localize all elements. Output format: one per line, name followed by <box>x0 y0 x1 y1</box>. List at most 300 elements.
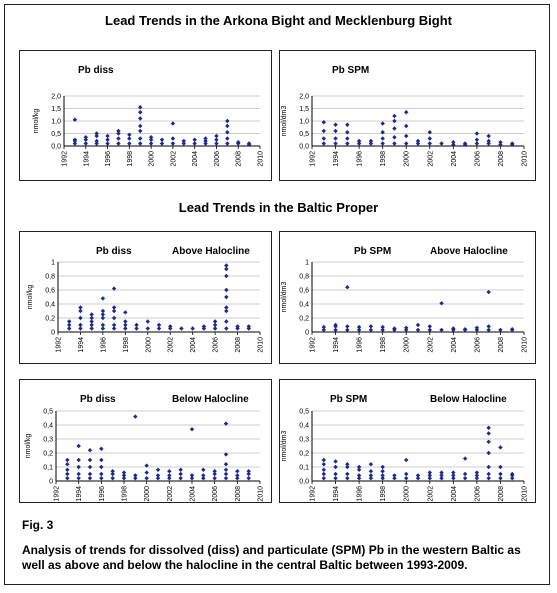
chart-western-pb-spm <box>279 50 536 181</box>
data-point <box>322 141 326 145</box>
x-tick-label: 1992 <box>309 337 317 353</box>
data-point <box>160 141 164 145</box>
y-tick-label: 0,8 <box>299 273 309 281</box>
data-point <box>225 141 229 145</box>
data-point <box>486 290 490 294</box>
data-point <box>486 426 490 430</box>
y-axis-label: nmol/dm3 <box>281 281 288 313</box>
data-point <box>322 458 326 462</box>
data-point <box>110 469 114 473</box>
data-point <box>212 476 216 480</box>
data-point <box>486 451 490 455</box>
data-point <box>475 141 479 145</box>
y-tick-label: 0,3 <box>43 436 53 444</box>
data-point <box>146 326 150 330</box>
data-point <box>99 447 103 451</box>
data-point <box>392 473 396 477</box>
x-tick-label: 2000 <box>403 151 411 167</box>
data-point <box>138 124 142 128</box>
data-point <box>380 136 384 140</box>
data-point <box>65 476 69 480</box>
x-tick-label: 2004 <box>190 337 198 353</box>
data-point <box>428 470 432 474</box>
data-point <box>214 138 218 142</box>
x-tick-label: 2008 <box>234 486 242 502</box>
data-point <box>76 444 80 448</box>
data-point <box>322 468 326 472</box>
y-tick-label: 1,5 <box>299 106 309 113</box>
x-tick-label: 2004 <box>450 486 458 502</box>
x-tick-label: 1992 <box>309 151 317 167</box>
data-point <box>178 468 182 472</box>
data-point <box>224 319 228 323</box>
x-tick-label: 2004 <box>450 151 458 167</box>
chart-title: Pb SPM <box>330 394 368 405</box>
data-point <box>246 476 250 480</box>
data-point <box>192 138 196 142</box>
data-point <box>224 263 228 267</box>
data-point <box>224 274 228 278</box>
chart-title: Pb diss <box>96 246 132 257</box>
y-tick-label: 0 <box>51 329 55 337</box>
data-point <box>357 473 361 477</box>
x-tick-label: 1998 <box>126 151 134 167</box>
data-point <box>333 123 337 127</box>
data-point <box>345 123 349 127</box>
data-point <box>333 136 337 140</box>
x-tick-label: 2002 <box>427 151 435 167</box>
data-point <box>463 456 467 460</box>
data-point <box>76 465 80 469</box>
x-tick-label: 1996 <box>100 337 108 353</box>
data-point <box>88 476 92 480</box>
chart-subtitle: Above Halocline <box>430 246 508 257</box>
data-point <box>486 465 490 469</box>
x-tick-label: 1992 <box>309 486 317 502</box>
data-point <box>190 326 194 330</box>
x-tick-label: 2010 <box>257 337 265 353</box>
x-tick-label: 2006 <box>213 151 221 167</box>
data-point <box>345 472 349 476</box>
data-point <box>138 110 142 114</box>
data-point <box>428 141 432 145</box>
x-tick-label: 2000 <box>145 337 153 353</box>
data-point <box>486 440 490 444</box>
data-point <box>369 139 373 143</box>
data-point <box>123 310 127 314</box>
x-tick-label: 1992 <box>61 151 69 167</box>
x-tick-label: 1992 <box>53 486 61 502</box>
data-point <box>498 472 502 476</box>
data-point <box>380 141 384 145</box>
data-point <box>101 296 105 300</box>
data-point <box>345 285 349 289</box>
data-point <box>510 327 514 331</box>
data-point <box>322 129 326 133</box>
y-tick-label: 0,5 <box>299 131 309 138</box>
x-tick-label: 2010 <box>521 486 529 502</box>
data-point <box>67 319 71 323</box>
data-point <box>157 323 161 327</box>
x-tick-label: 2002 <box>427 337 435 353</box>
x-tick-label: 2002 <box>166 486 174 502</box>
x-tick-label: 2006 <box>474 337 482 353</box>
data-point <box>486 472 490 476</box>
data-point <box>380 325 384 329</box>
data-point <box>160 138 164 142</box>
y-tick-label: 0,8 <box>45 273 55 281</box>
data-point <box>78 316 82 320</box>
data-point <box>101 309 105 313</box>
section-title-baltic-proper: Lead Trends in the Baltic Proper <box>178 200 379 215</box>
data-point <box>190 427 194 431</box>
data-point <box>224 288 228 292</box>
y-axis-label: nmol/dm3 <box>281 105 288 137</box>
data-point <box>451 140 455 144</box>
x-tick-label: 1994 <box>333 337 341 353</box>
x-tick-label: 2008 <box>497 486 505 502</box>
data-point <box>94 139 98 143</box>
data-point <box>428 324 432 328</box>
data-point <box>123 319 127 323</box>
chart-subtitle: Below Halocline <box>430 394 507 405</box>
chart-title: Pb SPM <box>332 65 370 76</box>
data-point <box>105 141 109 145</box>
data-point <box>392 114 396 118</box>
y-tick-label: 0,3 <box>299 436 309 444</box>
data-point <box>116 136 120 140</box>
chart-subtitle: Below Halocline <box>172 394 249 405</box>
data-point <box>439 301 443 305</box>
data-point <box>404 472 408 476</box>
data-point <box>105 134 109 138</box>
data-point <box>179 326 183 330</box>
x-tick-label: 1998 <box>380 486 388 502</box>
data-point <box>392 119 396 123</box>
data-point <box>214 134 218 138</box>
x-tick-label: 2006 <box>212 337 220 353</box>
data-point <box>138 129 142 133</box>
data-point <box>369 473 373 477</box>
x-tick-label: 1998 <box>380 151 388 167</box>
data-point <box>138 116 142 120</box>
x-tick-label: 2006 <box>474 151 482 167</box>
x-tick-label: 2010 <box>257 151 265 167</box>
data-point <box>201 473 205 477</box>
data-point <box>88 448 92 452</box>
y-tick-label: 0,4 <box>299 301 309 309</box>
data-point <box>224 462 228 466</box>
data-point <box>498 328 502 332</box>
y-tick-label: 0 <box>49 478 53 486</box>
data-point <box>322 472 326 476</box>
data-point <box>345 141 349 145</box>
x-tick-label: 2010 <box>521 151 529 167</box>
data-point <box>369 462 373 466</box>
data-point <box>333 465 337 469</box>
y-tick-label: 0,6 <box>45 287 55 295</box>
x-tick-label: 1998 <box>122 337 130 353</box>
data-point <box>76 476 80 480</box>
chart-title: Pb diss <box>78 65 114 76</box>
data-point <box>171 121 175 125</box>
figure-caption: Analysis of trends for dissolved (diss) and particulate (SPM) Pb in the western Baltic as well as above and below the halocline in the central Baltic between 1993-2009. <box>22 543 521 572</box>
data-point <box>156 473 160 477</box>
data-point <box>345 324 349 328</box>
x-tick-label: 1994 <box>77 337 85 353</box>
x-tick-label: 2002 <box>167 337 175 353</box>
data-point <box>486 431 490 435</box>
chart-below-halocline-pb-diss <box>19 379 272 503</box>
chart-below-halocline-pb-spm <box>279 379 536 503</box>
data-point <box>99 476 103 480</box>
data-point <box>380 469 384 473</box>
x-tick-label: 2000 <box>148 151 156 167</box>
data-point <box>224 295 228 299</box>
data-point <box>224 326 228 330</box>
y-axis-label: nmol/kg <box>25 433 32 459</box>
data-point <box>416 139 420 143</box>
x-tick-label: 2000 <box>403 486 411 502</box>
data-point <box>404 134 408 138</box>
data-point <box>404 141 408 145</box>
data-point <box>322 325 326 329</box>
data-point <box>369 324 373 328</box>
data-point <box>225 136 229 140</box>
data-point <box>224 468 228 472</box>
data-point <box>486 134 490 138</box>
data-point <box>65 458 69 462</box>
y-tick-label: 1,0 <box>299 118 309 126</box>
data-point <box>439 470 443 474</box>
data-point <box>225 124 229 128</box>
x-tick-label: 1996 <box>98 486 106 502</box>
data-point <box>138 136 142 140</box>
data-point <box>404 458 408 462</box>
data-point <box>99 458 103 462</box>
data-point <box>203 136 207 140</box>
data-point <box>133 414 137 418</box>
data-point <box>178 472 182 476</box>
data-point <box>463 476 467 480</box>
data-point <box>475 138 479 142</box>
data-point <box>112 323 116 327</box>
data-point <box>88 472 92 476</box>
data-point <box>392 135 396 139</box>
x-tick-label: 2002 <box>427 486 435 502</box>
x-tick-label: 2006 <box>474 486 482 502</box>
y-tick-label: 0,0 <box>51 143 61 151</box>
data-point <box>89 312 93 316</box>
y-tick-label: 1,0 <box>51 118 61 126</box>
data-point <box>144 470 148 474</box>
data-point <box>369 469 373 473</box>
data-point <box>171 136 175 140</box>
data-point <box>146 319 150 323</box>
data-point <box>134 323 138 327</box>
y-tick-label: 0,0 <box>299 478 309 486</box>
data-point <box>439 328 443 332</box>
y-tick-label: 0,1 <box>43 464 53 472</box>
data-point <box>78 323 82 327</box>
y-tick-label: 1,5 <box>51 106 61 113</box>
data-point <box>322 476 326 480</box>
data-point <box>76 458 80 462</box>
data-point <box>246 469 250 473</box>
data-point <box>224 476 228 480</box>
y-tick-label: 2,0 <box>299 93 309 101</box>
y-tick-label: 0,6 <box>299 287 309 295</box>
data-point <box>88 458 92 462</box>
y-tick-label: 0,2 <box>43 450 53 458</box>
data-point <box>212 469 216 473</box>
chart-title: Pb diss <box>80 394 116 405</box>
y-tick-label: 2,0 <box>51 93 61 101</box>
data-point <box>149 141 153 145</box>
data-point <box>439 141 443 145</box>
data-point <box>345 476 349 480</box>
data-point <box>65 468 69 472</box>
x-tick-label: 2004 <box>192 151 200 167</box>
data-point <box>475 470 479 474</box>
data-point <box>333 129 337 133</box>
data-point <box>404 110 408 114</box>
data-point <box>84 141 88 145</box>
data-point <box>224 472 228 476</box>
x-tick-label: 2008 <box>235 337 243 353</box>
x-tick-label: 1996 <box>105 151 113 167</box>
x-tick-label: 1994 <box>83 151 91 167</box>
y-tick-label: 1 <box>51 259 55 267</box>
data-point <box>224 305 228 309</box>
data-point <box>101 323 105 327</box>
data-point <box>122 470 126 474</box>
data-point <box>144 476 148 480</box>
y-tick-label: 0,0 <box>299 143 309 151</box>
y-tick-label: 0,5 <box>43 408 53 416</box>
x-tick-label: 1998 <box>121 486 129 502</box>
data-point <box>498 476 502 480</box>
data-point <box>322 136 326 140</box>
y-tick-label: 0,5 <box>51 131 61 138</box>
data-point <box>333 459 337 463</box>
data-point <box>65 462 69 466</box>
data-point <box>138 141 142 145</box>
x-tick-label: 2008 <box>497 337 505 353</box>
data-point <box>357 325 361 329</box>
data-point <box>192 141 196 145</box>
data-point <box>322 462 326 466</box>
figure-label: Fig. 3 <box>22 518 54 532</box>
data-point <box>112 305 116 309</box>
x-tick-label: 2010 <box>521 337 529 353</box>
data-point <box>127 136 131 140</box>
data-point <box>84 135 88 139</box>
y-tick-label: 0,4 <box>299 422 309 430</box>
data-point <box>116 141 120 145</box>
data-point <box>416 473 420 477</box>
y-axis-label: nmol/kg <box>33 108 40 134</box>
data-point <box>94 131 98 135</box>
data-point <box>167 473 171 477</box>
data-point <box>498 140 502 144</box>
y-tick-label: 0,2 <box>299 315 309 323</box>
chart-title: Pb SPM <box>354 246 392 257</box>
data-point <box>201 468 205 472</box>
data-point <box>357 465 361 469</box>
x-tick-label: 2004 <box>189 486 197 502</box>
data-point <box>345 462 349 466</box>
data-point <box>182 139 186 143</box>
data-point <box>404 476 408 480</box>
chart-above-halocline-pb-spm <box>279 231 536 364</box>
data-point <box>475 131 479 135</box>
data-point <box>345 136 349 140</box>
chart-above-halocline-pb-diss <box>19 231 272 364</box>
data-point <box>213 319 217 323</box>
data-point <box>486 324 490 328</box>
x-tick-label: 1994 <box>333 151 341 167</box>
data-point <box>116 129 120 133</box>
data-point <box>498 445 502 449</box>
data-point <box>235 473 239 477</box>
x-tick-label: 2008 <box>235 151 243 167</box>
data-point <box>333 472 337 476</box>
x-tick-label: 1992 <box>55 337 63 353</box>
x-tick-label: 1998 <box>380 337 388 353</box>
data-point <box>65 472 69 476</box>
data-point <box>380 465 384 469</box>
data-point <box>416 323 420 327</box>
x-tick-label: 1996 <box>356 337 364 353</box>
y-tick-label: 1 <box>305 259 309 267</box>
data-point <box>428 136 432 140</box>
chart-western-pb-diss <box>19 50 272 181</box>
data-point <box>171 141 175 145</box>
data-point <box>463 327 467 331</box>
data-point <box>99 465 103 469</box>
data-point <box>235 469 239 473</box>
x-tick-label: 2002 <box>170 151 178 167</box>
data-point <box>486 476 490 480</box>
data-point <box>416 328 420 332</box>
data-point <box>486 139 490 143</box>
data-point <box>333 476 337 480</box>
data-point <box>127 141 131 145</box>
y-tick-label: 0,2 <box>299 450 309 458</box>
x-tick-label: 1994 <box>76 486 84 502</box>
x-tick-label: 1994 <box>333 486 341 502</box>
y-tick-label: 0,1 <box>299 464 309 472</box>
y-tick-label: 0,2 <box>45 315 55 323</box>
x-tick-label: 2000 <box>403 337 411 353</box>
data-point <box>190 473 194 477</box>
data-point <box>463 472 467 476</box>
data-point <box>76 472 80 476</box>
data-point <box>214 141 218 145</box>
x-tick-label: 1996 <box>356 486 364 502</box>
y-axis-label: nmol/dm3 <box>281 430 288 462</box>
data-point <box>380 473 384 477</box>
x-tick-label: 2008 <box>497 151 505 167</box>
data-point <box>392 126 396 130</box>
data-point <box>404 124 408 128</box>
data-point <box>99 472 103 476</box>
data-point <box>178 476 182 480</box>
x-tick-label: 2000 <box>144 486 152 502</box>
data-point <box>225 119 229 123</box>
data-point <box>149 135 153 139</box>
